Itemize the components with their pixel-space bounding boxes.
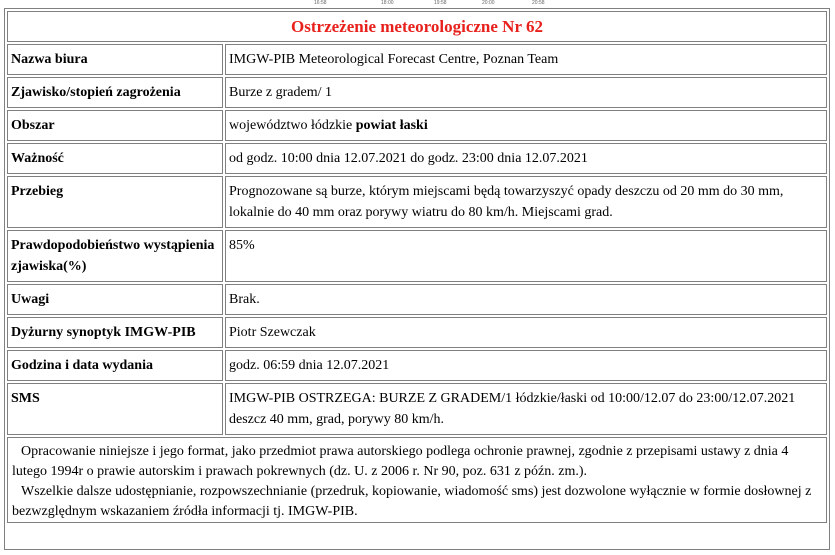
row-label-validity: Ważność [7, 143, 223, 174]
row-value-phenomenon: Burze z gradem/ 1 [225, 77, 827, 108]
table-row [7, 350, 827, 381]
timeline-tick: 20:58 [532, 0, 545, 6]
table-row [7, 230, 827, 282]
row-label-area: Obszar [7, 110, 223, 141]
warning-table [5, 9, 829, 437]
table-row [7, 143, 827, 174]
timeline-tick: 20:00 [482, 0, 495, 6]
footer-usage-text: Wszelkie dalsze udostępnianie, rozpowszechnianie (przedruk, kopiowanie, wiadomość sms) jest dozwolone wyłącznie w formie dosłownej z bezwzględnym wskazaniem źródła informacji tj. IMGW-PIB. [12, 484, 812, 519]
table-row [7, 110, 827, 141]
table-row [7, 284, 827, 315]
row-label-office: Nazwa biura [7, 44, 223, 75]
table-row [7, 317, 827, 348]
table-row [7, 77, 827, 108]
copyright-footer [7, 437, 827, 523]
row-label-remarks: Uwagi [7, 284, 223, 315]
row-value-course: Prognozowane są burze, którym miejscami będą towarzyszyć opady deszczu od 20 mm do 30 mm, lokalnie do 40 mm oraz porywy wiatru do 80 km/h. Miejscami grad. [225, 176, 827, 228]
table-row [7, 383, 827, 435]
footer-copyright-text: Opracowanie niniejsze i jego format, jako przedmiot prawa autorskiego podlega ochronie prawnej, zgodnie z przepisami ustawy z dnia 4 lutego 1994r o prawie autorskim i prawach pokrewnych (dz. U. z 2006 r. Nr 90, poz. 631 z późn. zm.). [12, 444, 789, 479]
table-row [7, 176, 827, 228]
row-value-office: IMGW-PIB Meteorological Forecast Centre, Poznan Team [225, 44, 827, 75]
timeline-tick: 19:58 [434, 0, 447, 6]
area-voivodeship: województwo łódzkie [229, 118, 353, 133]
row-value-forecaster: Piotr Szewczak [225, 317, 827, 348]
timeline-tick: 16:58 [314, 0, 327, 6]
row-value-probability: 85% [225, 230, 827, 282]
row-label-phenomenon: Zjawisko/stopień zagrożenia [7, 77, 223, 108]
row-value-sms: IMGW-PIB OSTRZEGA: BURZE Z GRADEM/1 łódzkie/łaski od 10:00/12.07 do 23:00/12.07.2021 deszcz 40 mm, grad, porywy 80 km/h. [225, 383, 827, 435]
row-label-probability: Prawdopodobieństwo wystąpienia zjawiska(%) [7, 230, 223, 282]
area-county: powiat łaski [355, 118, 428, 133]
warning-title: Ostrzeżenie meteorologiczne Nr 62 [7, 11, 827, 42]
warning-document [4, 8, 830, 550]
title-row [7, 11, 827, 42]
table-row [7, 44, 827, 75]
row-value-area [225, 110, 827, 141]
row-label-course: Przebieg [7, 176, 223, 228]
row-value-validity: od godz. 10:00 dnia 12.07.2021 do godz. 23:00 dnia 12.07.2021 [225, 143, 827, 174]
row-value-issued: godz. 06:59 dnia 12.07.2021 [225, 350, 827, 381]
row-value-remarks: Brak. [225, 284, 827, 315]
row-label-issued: Godzina i data wydania [7, 350, 223, 381]
row-label-sms: SMS [7, 383, 223, 435]
timeline-tick: 18:00 [381, 0, 394, 6]
row-label-forecaster: Dyżurny synoptyk IMGW-PIB [7, 317, 223, 348]
top-timeline-strip [0, 0, 835, 8]
